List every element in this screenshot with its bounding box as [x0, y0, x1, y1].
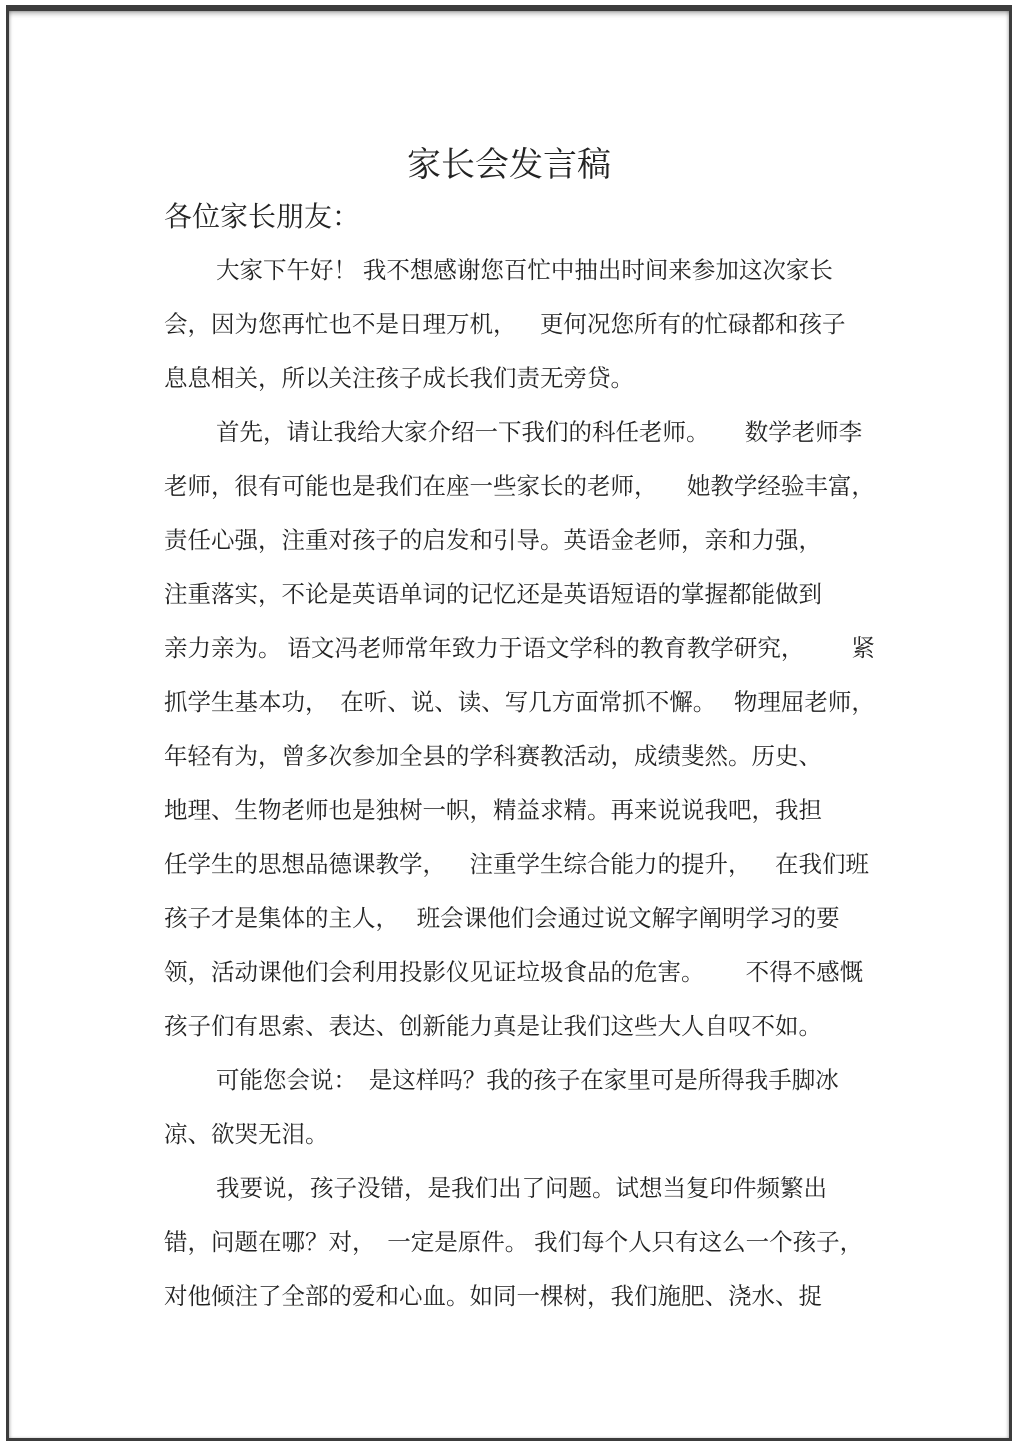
text-line: 大家下午好！ 我不想感谢您百忙中抽出时间来参加这次家长: [216, 258, 833, 284]
text-line: 亲力亲为。 语文冯老师常年致力于语文学科的教育教学研究， 紧: [164, 636, 875, 662]
text-line: 地理、生物老师也是独树一帜，精益求精。再来说说我吧，我担: [164, 798, 822, 824]
document-title: 家长会发言稿: [407, 147, 611, 184]
text-line: 责任心强，注重对孩子的启发和引导。英语金老师，亲和力强，: [164, 528, 822, 554]
text-line: 对他倾注了全部的爱和心血。如同一棵树，我们施肥、浇水、捉: [164, 1284, 822, 1310]
text-line: 老师，很有可能也是我们在座一些家长的老师， 她教学经验丰富，: [164, 474, 875, 500]
text-line: 孩子才是集体的主人， 班会课他们会通过说文解字阐明学习的要: [164, 906, 840, 932]
text-line: 首先，请让我给大家介绍一下我们的科任老师。 数学老师李: [216, 420, 863, 446]
text-line: 领，活动课他们会利用投影仪见证垃圾食品的危害。 不得不感慨: [164, 960, 864, 986]
text-line: 凉、欲哭无泪。: [164, 1122, 329, 1148]
text-line: 注重落实，不论是英语单词的记忆还是英语短语的掌握都能做到: [164, 582, 822, 608]
greeting: 各位家长朋友：: [164, 202, 361, 233]
text-line: 孩子们有思索、表达、创新能力真是让我们这些大人自叹不如。: [164, 1014, 822, 1040]
text-line: 任学生的思想品德课教学， 注重学生综合能力的提升， 在我们班: [164, 852, 869, 878]
document-body: [164, 244, 904, 1324]
text-line: 我要说，孩子没错，是我们出了问题。试想当复印件频繁出: [216, 1176, 827, 1202]
text-line: 抓学生基本功， 在听、说、读、写几方面常抓不懈。 物理屈老师，: [164, 690, 875, 716]
text-line: 年轻有为，曾多次参加全县的学科赛教活动，成绩斐然。历史、: [164, 744, 822, 770]
document-page: [6, 5, 1012, 1441]
text-line: 会，因为您再忙也不是日理万机， 更何况您所有的忙碌都和孩子: [164, 312, 846, 338]
text-line: 可能您会说： 是这样吗？我的孩子在家里可是所得我手脚冰: [216, 1068, 839, 1094]
text-line: 错，问题在哪？对， 一定是原件。 我们每个人只有这么一个孩子，: [164, 1230, 864, 1256]
text-line: 息息相关，所以关注孩子成长我们责无旁贷。: [164, 366, 634, 392]
